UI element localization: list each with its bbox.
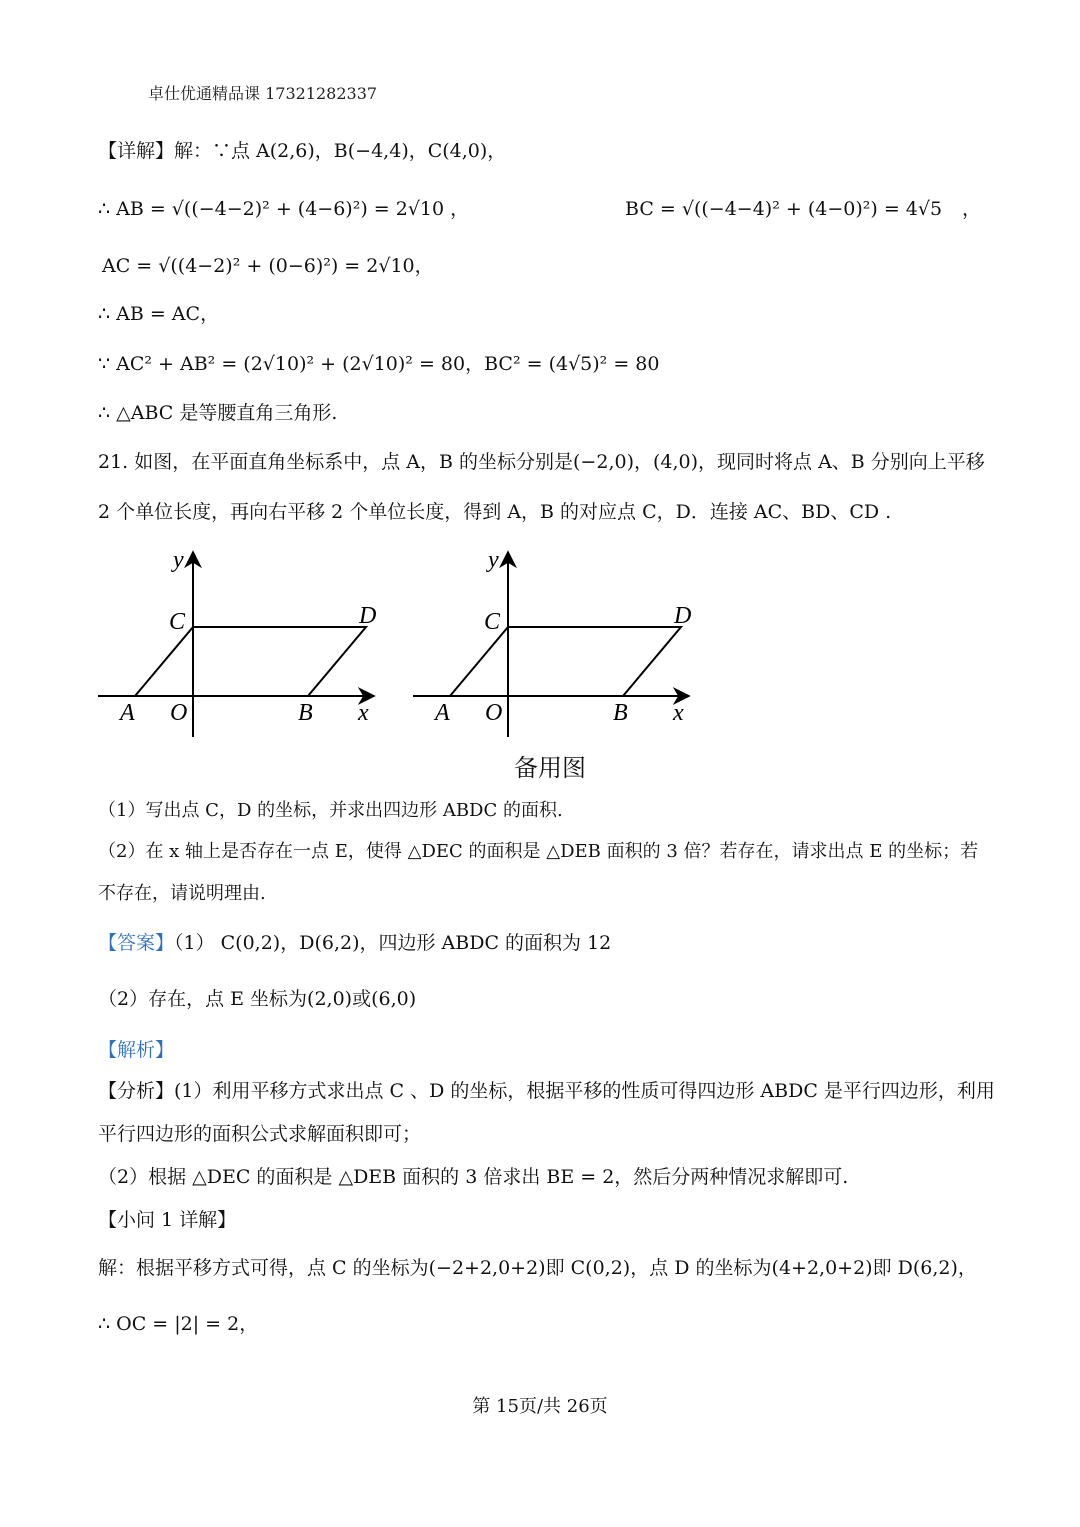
- answer-part-1: （1） C(0,2)，D(6,2)，四边形 ABDC 的面积为 12: [174, 932, 612, 954]
- page-footer: 第 15页/共 26页: [472, 1396, 608, 1417]
- answer-tag: 【答案】: [98, 932, 175, 954]
- solution-line-1: 解：根据平移方式可得，点 C 的坐标为(−2+2,0+2)即 C(0,2)，点 D 的坐标为(4+2,0+2)即 D(6,2)，: [98, 1257, 977, 1279]
- coordinate-figure-backup: [411, 545, 711, 749]
- answer-part-2: （2）存在，点 E 坐标为(2,0)或(6,0): [98, 988, 417, 1010]
- detail-line-5: ∵ AC² + AB² = (2√10)² + (2√10)² = 80，BC² = (4√5)² = 80: [98, 353, 660, 375]
- label-b: B: [298, 700, 313, 726]
- label-a: A: [435, 700, 450, 726]
- label-d: D: [674, 603, 692, 629]
- label-x: x: [358, 700, 369, 726]
- question-part-1: （1）写出点 C，D 的坐标，并求出四边形 ABDC 的面积.: [98, 800, 563, 821]
- parallelogram-abdc: [450, 627, 681, 696]
- page-header: 卓仕优通精品课 17321282337: [148, 84, 378, 103]
- question-21-line-2: 2 个单位长度，再向右平移 2 个单位长度，得到 A，B 的对应点 C，D．连接 AC、BD、CD .: [98, 501, 892, 523]
- detail-line-6: ∴ △ABC 是等腰直角三角形.: [98, 402, 338, 424]
- sub-question-1-heading: 【小问 1 详解】: [98, 1209, 237, 1231]
- detail-line-2-bc: BC = √((−4−4)² + (4−0)²) = 4√5: [625, 198, 943, 220]
- label-y: y: [488, 547, 499, 573]
- detail-line-2-ab: ∴ AB = √((−4−2)² + (4−6)²) = 2√10 ，: [98, 198, 470, 220]
- analysis-line-2: 平行四边形的面积公式求解面积即可；: [98, 1123, 422, 1145]
- detail-line-3: AC = √((4−2)² + (0−6)²) = 2√10，: [102, 255, 434, 277]
- answer-line-1: [98, 929, 611, 957]
- question-part-2-line-2: 不存在，请说明理由.: [98, 883, 266, 904]
- detail-line-4: ∴ AB = AC，: [98, 303, 220, 325]
- coordinate-figure-main: [96, 545, 396, 749]
- detail-line-2-end: ，: [962, 198, 982, 220]
- label-b: B: [613, 700, 628, 726]
- detail-line-1: 【详解】解：∵点 A(2,6)，B(−4,4)，C(4,0)，: [98, 140, 507, 162]
- label-a: A: [120, 700, 135, 726]
- question-part-2-line-1: （2）在 x 轴上是否存在一点 E，使得 △DEC 的面积是 △DEB 面积的 3 倍？若存在，请求出点 E 的坐标；若: [98, 841, 979, 862]
- label-c: C: [484, 609, 501, 635]
- label-d: D: [359, 603, 377, 629]
- analysis-tag: 【解析】: [98, 1039, 175, 1061]
- label-o: O: [170, 700, 188, 726]
- analysis-line-3: （2）根据 △DEC 的面积是 △DEB 面积的 3 倍求出 BE = 2，然后分两种情况求解即可.: [98, 1166, 849, 1188]
- label-x: x: [673, 700, 684, 726]
- solution-line-2: ∴ OC = |2| = 2，: [98, 1313, 259, 1335]
- label-c: C: [169, 609, 186, 635]
- label-o: O: [485, 700, 503, 726]
- label-y: y: [173, 547, 184, 573]
- analysis-line-1: 【分析】(1）利用平移方式求出点 C 、D 的坐标，根据平移的性质可得四边形 ABDC 是平行四边形，利用: [98, 1080, 995, 1102]
- parallelogram-abdc: [135, 627, 366, 696]
- figure-caption: 备用图: [514, 754, 586, 782]
- question-21-line-1: 21. 如图，在平面直角坐标系中，点 A，B 的坐标分别是(−2,0)，(4,0)，现同时将点 A、B 分别向上平移: [98, 451, 985, 473]
